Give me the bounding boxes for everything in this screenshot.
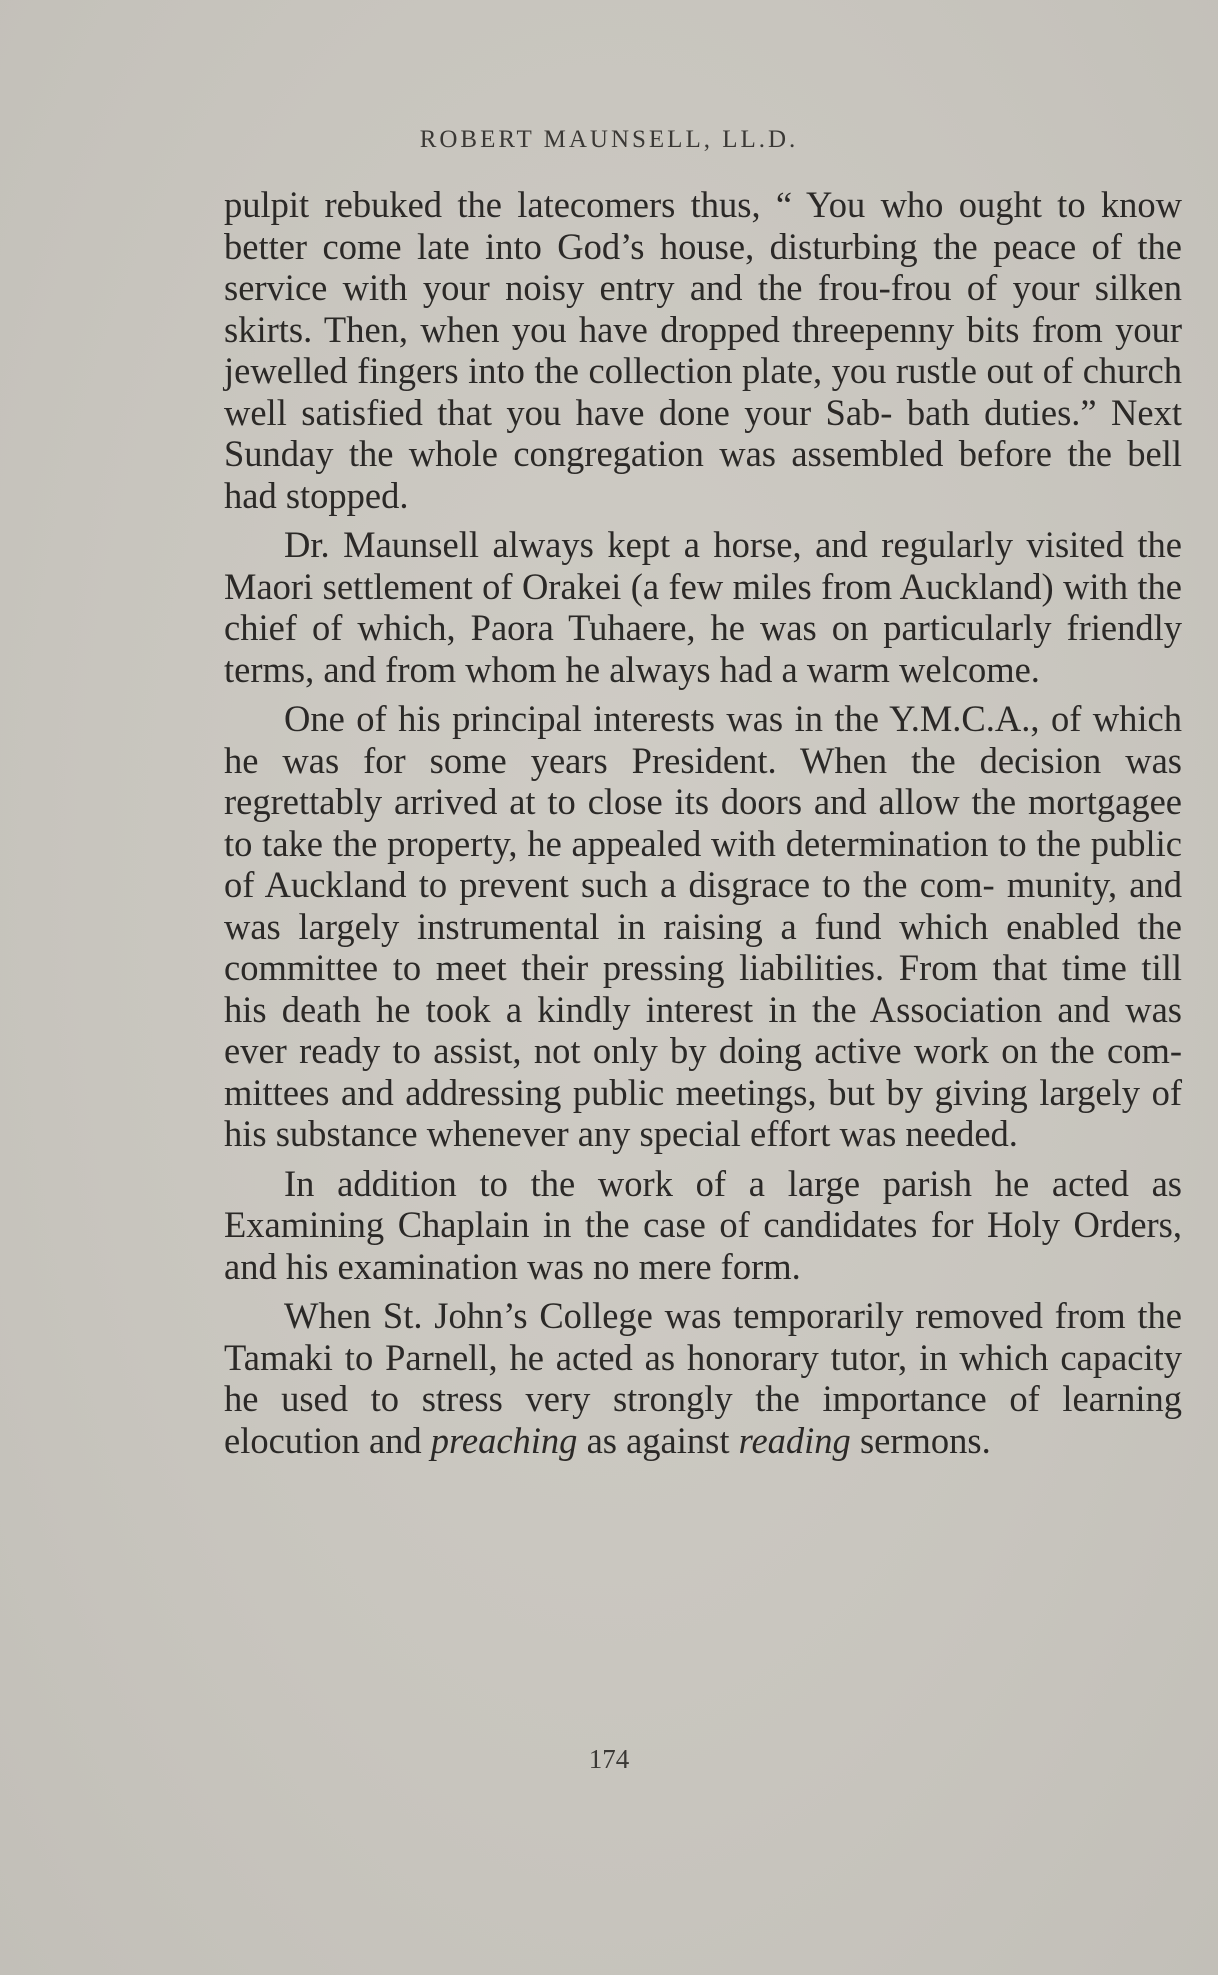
paragraph-4: In addition to the work of a large parish he acted as Examining Chaplain in the case of candidates for Holy Orders, and his examination was no mere form. (224, 1162, 1182, 1287)
body-text (224, 184, 1182, 1469)
paragraph-5-text-a: When St. John’s College was temporarily removed from the Tamaki to Parnell, he acted as honorary tutor, in which capacity he used to stress very strongly the importance of learning elocution and (224, 1295, 1182, 1461)
running-head: ROBERT MAUNSELL, LL.D. (419, 126, 799, 153)
paragraph-5-text-b: as against (577, 1419, 739, 1461)
italic-word-reading: reading (738, 1419, 851, 1461)
paragraph-3: One of his principal interests was in the Y.M.C.A., of which he was for some years President. When the decision was regrettably arrived at to close its doors and allow the mortgagee to take the property, he appealed with determination to the public of Auckland to prevent such a disgrace to the com- munity, and was largely instrumental in raising a fund which enabled the committee to meet their pressing liabilities. From that time till his death he took a kindly interest in the Association and was ever ready to assist, not only by doing active work on the com- mittees and addressing public meetings, but by giving largely of his substance whenever any special effort was needed. (224, 698, 1182, 1154)
paragraph-1: pulpit rebuked the latecomers thus, “ You who ought to know better come late into God’s house, disturbing the peace of the service with your noisy entry and the frou-frou of your silken skirts. Then, when you have dropped threepenny bits from your jewelled fingers into the collection plate, you rustle out of church well satisfied that you have done your Sab- bath duties.” Next Sunday the whole congregation was assembled before the bell had stopped. (224, 184, 1182, 516)
paragraph-5-text-c: sermons. (850, 1419, 991, 1461)
page-number: 174 (588, 1744, 630, 1774)
paragraph-5 (224, 1295, 1182, 1461)
paragraph-2: Dr. Maunsell always kept a horse, and regularly visited the Maori settlement of Orakei (a few miles from Auckland) with the chief of which, Paora Tuhaere, he was on particularly friendly terms, and from whom he always had a warm welcome. (224, 524, 1182, 690)
italic-word-preaching: preaching (430, 1419, 578, 1461)
